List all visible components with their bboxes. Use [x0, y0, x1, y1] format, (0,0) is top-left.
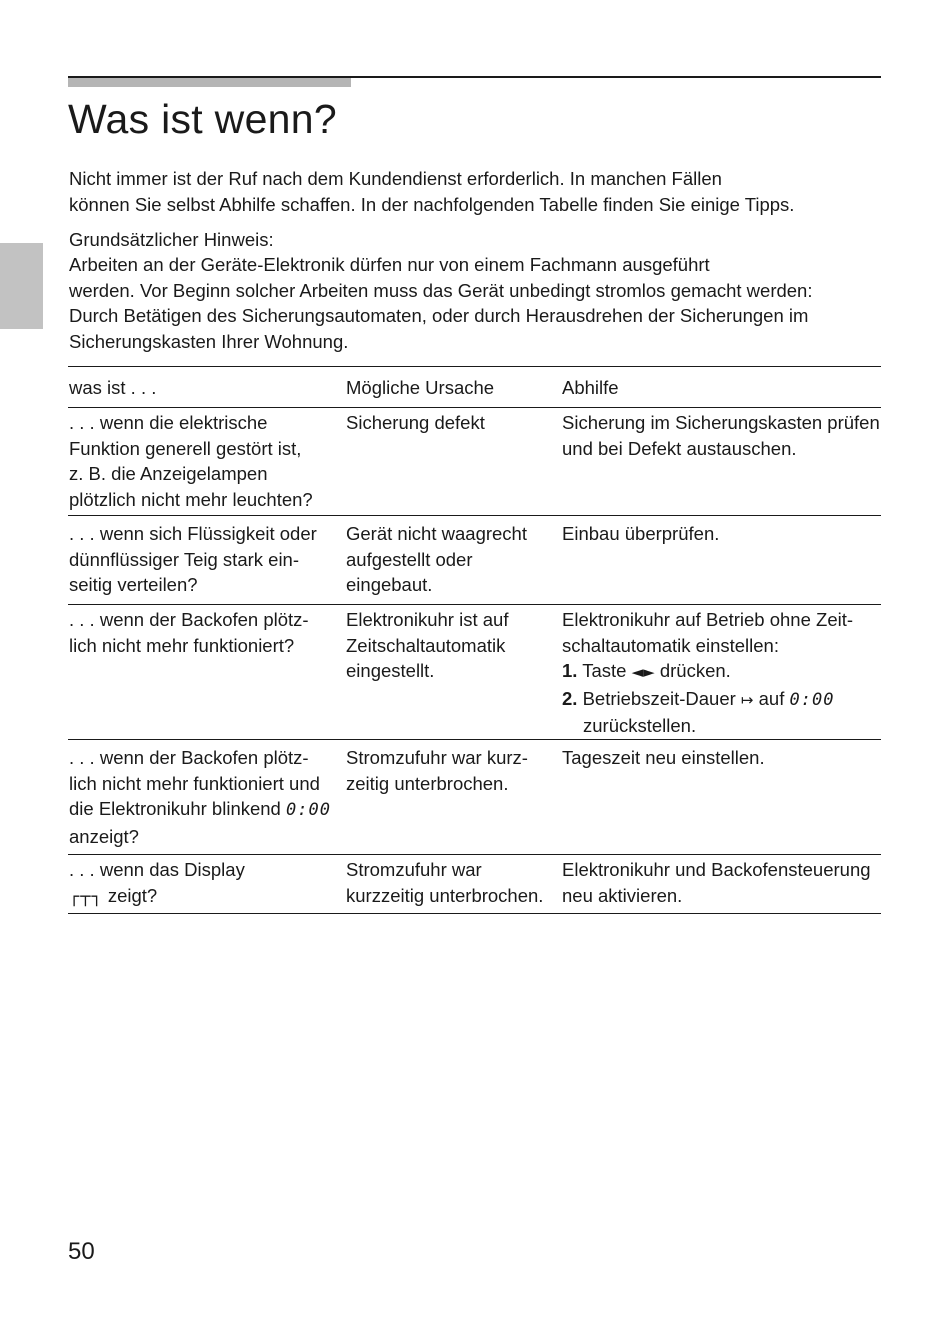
problem-line: . . . wenn die elektrische [69, 412, 268, 433]
remedy-line: zurückstellen. [583, 715, 697, 736]
display-reading: 0:00 [286, 800, 331, 820]
problem-line: dünnflüssiger Teig stark ein- [69, 548, 300, 570]
intro-line: Nicht immer ist der Ruf nach dem Kundendienst erforderlich. In manchen Fällen [69, 168, 722, 189]
hint-heading: Grundsätzlicher Hinweis: [69, 229, 274, 250]
remedy-line: und bei Defekt austauschen. [562, 437, 797, 459]
hint-line: Durch Betätigen des Sicherungsautomaten, oder durch Herausdrehen der Sicherungen im [69, 305, 809, 326]
remedy-line: Einbau überprüfen. [562, 523, 720, 544]
cause-line: Elektronikuhr ist auf [346, 609, 509, 630]
display-reading: ┌┬┐ [69, 886, 103, 907]
cause-line: eingebaut. [346, 574, 433, 595]
side-tab-marker [0, 243, 43, 329]
hint-paragraph [69, 252, 881, 354]
problem-line: lich nicht mehr funktioniert? [69, 634, 295, 656]
cause-cell [346, 521, 556, 598]
hint-line: Sicherungskasten Ihrer Wohnung. [69, 330, 349, 352]
hint-line: werden. Vor Beginn solcher Arbeiten muss das Gerät unbedingt stromlos gemacht werden: [69, 279, 813, 301]
problem-cell [69, 607, 339, 658]
cause-line: aufgestellt oder [346, 548, 473, 570]
troubleshooting-table [68, 366, 881, 914]
remedy-cell [562, 410, 882, 461]
remedy-cell [562, 857, 882, 908]
cause-line: Gerät nicht waagrecht [346, 523, 527, 544]
cause-cell [346, 745, 556, 796]
remedy-line: neu aktivieren. [562, 884, 683, 906]
table-row [68, 604, 881, 739]
remedy-line: Sicherung im Sicherungskasten prüfen [562, 412, 880, 433]
header-problem: was ist . . . [69, 377, 157, 398]
problem-line: lich nicht mehr funktioniert und [69, 772, 320, 794]
problem-line: z. B. die Anzeigelampen [69, 463, 268, 484]
problem-line [69, 796, 339, 824]
header-cause: Mögliche Ursache [346, 377, 495, 398]
table-row [68, 407, 881, 515]
table-row [68, 854, 881, 914]
problem-cell [69, 745, 339, 849]
cause-cell [346, 607, 556, 684]
remedy-cell [562, 521, 882, 547]
arrow-left-right-icon: ◄► [631, 663, 655, 681]
page-title: Was ist wenn? [68, 96, 337, 142]
step-text: auf [758, 687, 785, 709]
remedy-step-1 [562, 658, 882, 686]
page-number: 50 [68, 1238, 95, 1265]
cause-line: eingestellt. [346, 660, 435, 681]
problem-line: seitig verteilen? [69, 574, 198, 595]
header-accent-bar [68, 78, 351, 87]
step-text: Taste [582, 660, 627, 681]
problem-line: . . . wenn sich Flüssigkeit oder [69, 523, 317, 544]
problem-text: zeigt? [107, 884, 158, 906]
duration-icon: ↦ [740, 690, 754, 709]
problem-line: . . . wenn das Display [69, 859, 245, 880]
problem-line: Funktion generell gestört ist, [69, 437, 302, 459]
remedy-line: Tageszeit neu einstellen. [562, 747, 765, 768]
problem-line [69, 883, 339, 911]
remedy-cell [562, 745, 882, 771]
step-text: Betriebszeit-Dauer [582, 687, 736, 709]
remedy-cell [562, 607, 882, 739]
hint-line: Arbeiten an der Geräte-Elektronik dürfen nur von einem Fachmann ausgeführt [69, 254, 710, 275]
problem-line: . . . wenn der Backofen plötz- [69, 747, 309, 768]
problem-cell [69, 857, 339, 910]
problem-text: die Elektronikuhr blinkend [69, 798, 281, 819]
remedy-step-2 [562, 686, 882, 714]
intro-line: können Sie selbst Abhilfe schaffen. In der nachfolgenden Tabelle finden Sie einige Tipps. [69, 193, 795, 215]
problem-cell [69, 410, 339, 512]
remedy-line: Elektronikuhr und Backofensteuerung [562, 859, 871, 880]
problem-line: plötzlich nicht mehr leuchten? [69, 488, 313, 510]
cause-line: zeitig unterbrochen. [346, 772, 509, 794]
problem-cell [69, 521, 339, 598]
cause-cell [346, 857, 556, 908]
step-number: 1. [562, 660, 578, 681]
display-reading: 0:00 [789, 689, 835, 710]
cause-cell [346, 410, 556, 436]
header-remedy: Abhilfe [562, 377, 619, 398]
cause-line: Zeitschaltautomatik [346, 634, 506, 656]
remedy-line: Elektronikuhr auf Betrieb ohne Zeit- [562, 609, 854, 630]
table-header-row [68, 366, 881, 407]
intro-paragraph [69, 166, 881, 217]
cause-line: Stromzufuhr war kurz- [346, 747, 528, 768]
step-number: 2. [562, 687, 578, 709]
problem-line: . . . wenn der Backofen plötz- [69, 609, 309, 630]
remedy-line: schaltautomatik einstellen: [562, 634, 779, 656]
cause-line: Stromzufuhr war [346, 859, 482, 880]
cause-line: Sicherung defekt [346, 412, 485, 433]
problem-line: anzeigt? [69, 825, 139, 847]
table-row [68, 515, 881, 604]
cause-line: kurzzeitig unterbrochen. [346, 884, 544, 906]
table-row [68, 739, 881, 854]
step-text: drücken. [659, 660, 731, 681]
